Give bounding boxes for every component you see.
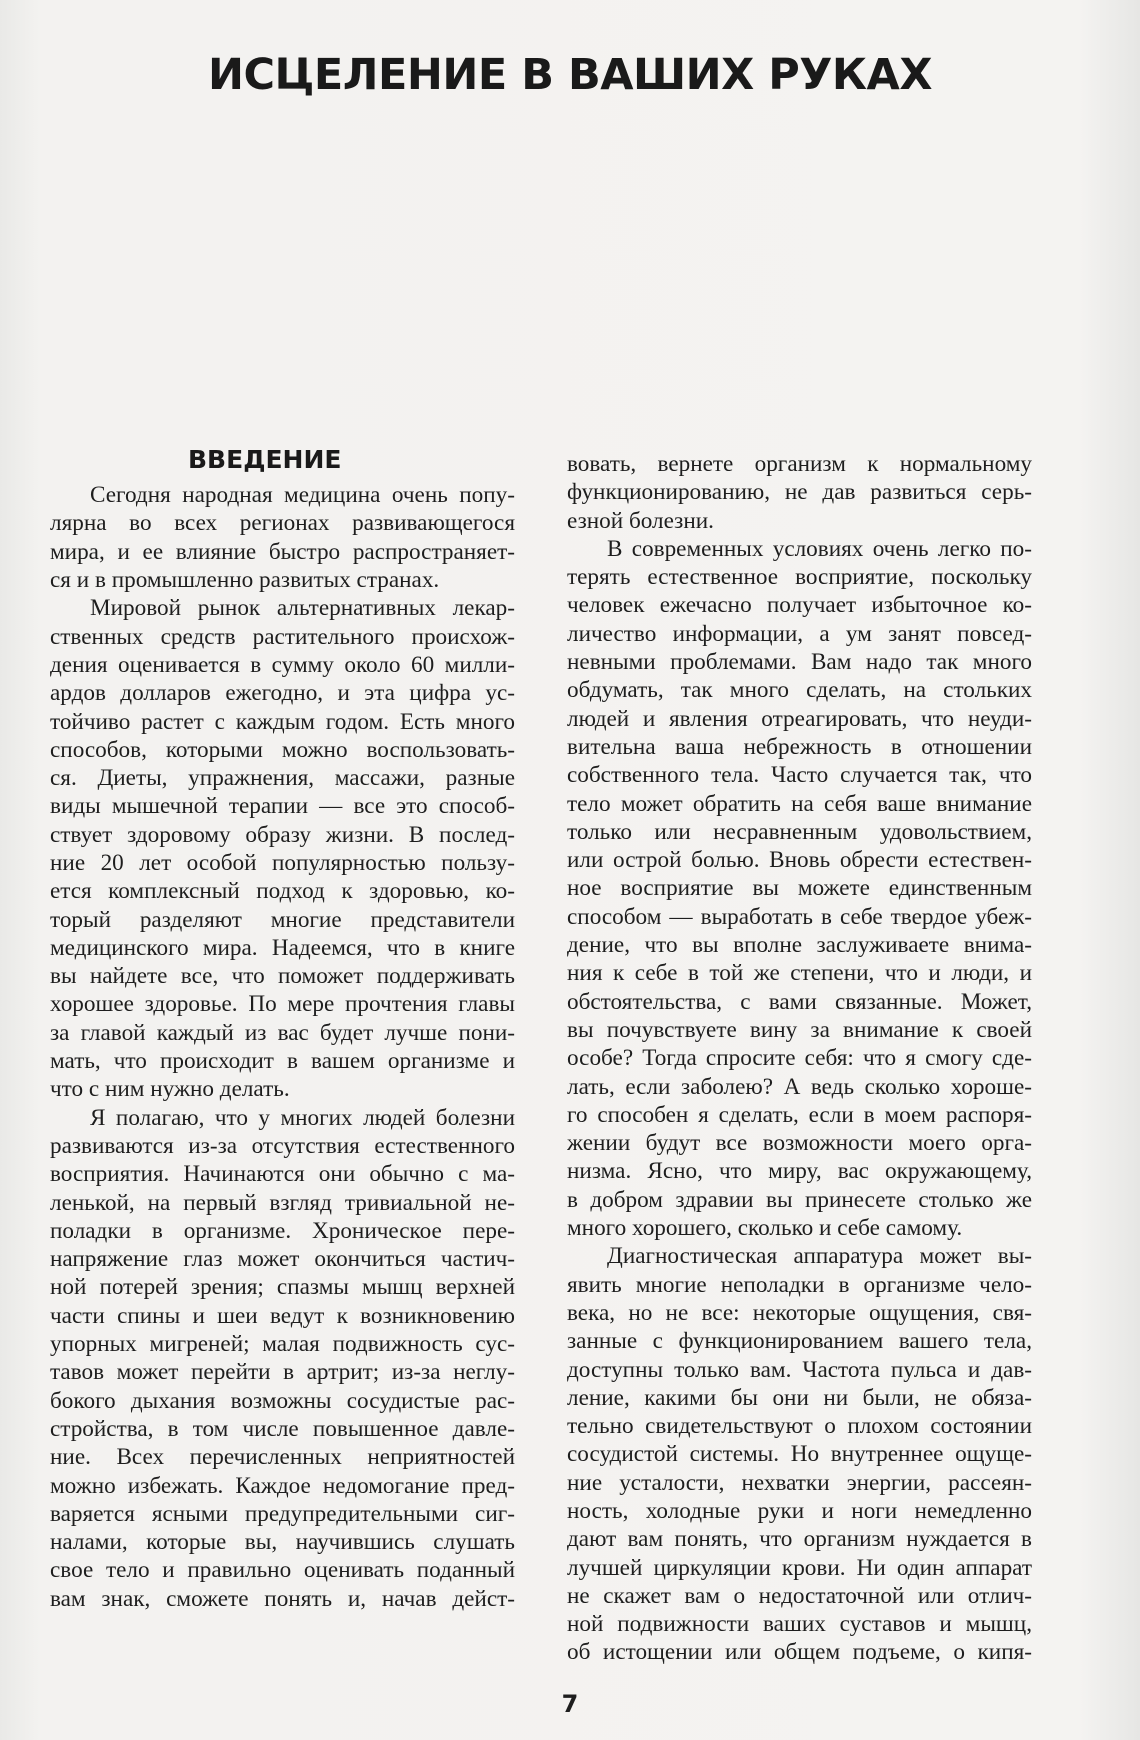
text-line: упорных мигреней; малая подвижность сус- bbox=[50, 1331, 515, 1358]
text-line: бокого дыхания возможны сосудистые рас- bbox=[50, 1387, 515, 1414]
text-line: не скажет вам о недостаточной или отлич- bbox=[567, 1582, 1032, 1609]
text-line: дение, что вы вполне заслуживаете внима- bbox=[567, 932, 1032, 959]
text-line: мать, что происходит в вашем организме и bbox=[50, 1048, 515, 1075]
text-line: людей и явления отреагировать, что неуди- bbox=[567, 705, 1032, 732]
text-line: лать, если заболею? А ведь сколько хороше- bbox=[567, 1073, 1032, 1100]
text-line: собственного тела. Часто случается так, что bbox=[567, 762, 1032, 789]
text-line: ной подвижности ваших суставов и мышц, bbox=[567, 1611, 1032, 1638]
text-line: В современных условиях очень легко по- bbox=[607, 535, 1032, 562]
text-line: ние. Всех перечисленных неприятностей bbox=[50, 1444, 515, 1471]
text-line: личество информации, а ум занят повсед- bbox=[567, 620, 1032, 647]
right-column bbox=[567, 450, 1032, 1667]
text-line: ное восприятие вы можете единственным bbox=[567, 875, 1032, 902]
text-line: способов, которыми можно воспользовать- bbox=[50, 736, 515, 763]
left-column bbox=[50, 450, 515, 1613]
text-line: Сегодня народная медицина очень попу- bbox=[90, 482, 515, 509]
page-title: ИСЦЕЛЕНИЕ В ВАШИХ РУКАХ bbox=[208, 50, 932, 100]
text-line: дают вам понять, что организм нуждается в bbox=[567, 1526, 1032, 1553]
text-line: обдумать, так много сделать, на стольких bbox=[567, 677, 1032, 704]
text-line: развиваются из-за отсутствия естественного bbox=[50, 1132, 515, 1159]
text-line: терять естественное восприятие, поскольку bbox=[567, 564, 1032, 591]
text-line: ственных средств растительного происхож- bbox=[50, 623, 515, 650]
text-line: особе? Тогда спросите себя: что я смогу сде- bbox=[567, 1045, 1032, 1072]
text-line: восприятия. Начинаются они обычно с ма- bbox=[50, 1161, 515, 1188]
text-line: что с ним нужно делать. bbox=[50, 1076, 290, 1103]
text-line: торый разделяют многие представители bbox=[50, 906, 515, 933]
text-line: занные с функционированием вашего тела, bbox=[567, 1328, 1032, 1355]
text-line: тело может обратить на себя ваше внимание bbox=[567, 790, 1032, 817]
text-line: или острой болью. Вновь обрести естествен- bbox=[567, 847, 1032, 874]
text-line: вы почувствуете вину за внимание к своей bbox=[567, 1016, 1032, 1043]
text-line: вы найдете все, что поможет поддерживать bbox=[50, 963, 515, 990]
text-line: лучшей циркуляции крови. Ни один аппарат bbox=[567, 1554, 1032, 1581]
text-line: свое тело и правильно оценивать поданный bbox=[50, 1557, 515, 1584]
text-line: ся. Диеты, упражнения, массажи, разные bbox=[50, 765, 515, 792]
text-line: поладки в организме. Хроническое пере- bbox=[50, 1217, 515, 1244]
text-line: ние усталости, нехватки энергии, рассеян- bbox=[567, 1469, 1032, 1496]
text-line: ствует здоровому образу жизни. В послед- bbox=[50, 821, 515, 848]
text-line: сосудистой системы. Но внутреннее ощуще- bbox=[567, 1441, 1032, 1468]
text-line: низма. Ясно, что миру, вас окружающему, bbox=[567, 1158, 1032, 1185]
text-line: хорошее здоровье. По мере прочтения главы bbox=[50, 991, 515, 1018]
text-line: явить многие неполадки в организме чело- bbox=[567, 1271, 1032, 1298]
text-line: ность, холодные руки и ноги немедленно bbox=[567, 1497, 1032, 1524]
text-line: Диагностическая аппаратура может вы- bbox=[607, 1243, 1032, 1270]
text-line: Я полагаю, что у многих людей болезни bbox=[90, 1104, 515, 1131]
text-line: налами, которые вы, научившись слушать bbox=[50, 1529, 515, 1556]
text-line: ленькой, на первый взгляд тривиальной не- bbox=[50, 1189, 515, 1216]
text-line: напряжение глаз может окончиться частич- bbox=[50, 1246, 515, 1273]
text-line: ется комплексный подход к здоровью, ко- bbox=[50, 878, 515, 905]
text-line: за главой каждый из вас будет лучше пони- bbox=[50, 1019, 515, 1046]
text-line: много хорошего, сколько и себе самому. bbox=[567, 1215, 963, 1242]
text-line: варяется ясными предупредительными сиг- bbox=[50, 1500, 515, 1527]
text-line: вительна ваша небрежность в отношении bbox=[567, 733, 1032, 760]
text-line: Мировой рынок альтернативных лекар- bbox=[90, 595, 515, 622]
text-line: виды мышечной терапии — все это способ- bbox=[50, 793, 515, 820]
text-line: го способен я сделать, если в моем распоря- bbox=[567, 1101, 1032, 1128]
text-line: тельно свидетельствуют о плохом состоянии bbox=[567, 1413, 1032, 1440]
text-line: невными проблемами. Вам надо так много bbox=[567, 649, 1032, 676]
text-line: только или несравненным удовольствием, bbox=[567, 818, 1032, 845]
text-line: ардов долларов ежегодно, и эта цифра ус- bbox=[50, 680, 515, 707]
text-line: ние 20 лет особой популярностью пользу- bbox=[50, 849, 515, 876]
text-line: медицинского мира. Надеемся, что в книге bbox=[50, 934, 515, 961]
text-line: ся и в промышленно развитых странах. bbox=[50, 567, 440, 594]
text-line: способом — выработать в себе твердое убеж- bbox=[567, 903, 1032, 930]
text-line: ния к себе в той же степени, что и люди, и bbox=[567, 960, 1032, 987]
text-line: вовать, вернете организм к нормальному bbox=[567, 451, 1032, 477]
text-line: части спины и шеи ведут к возникновению bbox=[50, 1302, 515, 1329]
text-line: тойчиво растет с каждым годом. Есть много bbox=[50, 708, 515, 735]
text-line: можно избежать. Каждое недомогание пред- bbox=[50, 1472, 515, 1499]
text-line: доступны только вам. Частота пульса и дав- bbox=[567, 1356, 1032, 1383]
text-line: вам знак, сможете понять и, начав дейст- bbox=[50, 1585, 515, 1612]
text-line: об истощении или общем подъеме, о кипя- bbox=[567, 1639, 1032, 1666]
text-line: езной болезни. bbox=[567, 507, 714, 534]
page-number: 7 bbox=[561, 1690, 579, 1718]
text-line: тавов может перейти в артрит; из-за неглу- bbox=[50, 1359, 515, 1386]
text-line: ной потерей зрения; спазмы мышц верхней bbox=[50, 1274, 515, 1301]
text-line: в добром здравии вы принесете столько же bbox=[567, 1186, 1032, 1213]
text-line: дения оценивается в сумму около 60 милли- bbox=[50, 651, 515, 678]
text-line: лярна во всех регионах развивающегося bbox=[50, 510, 515, 537]
text-line: обстоятельства, с вами связанные. Может, bbox=[567, 988, 1032, 1015]
text-line: жении будут все возможности моего орга- bbox=[567, 1130, 1032, 1157]
text-line: мира, и ее влияние быстро распространяет- bbox=[50, 538, 515, 565]
text-line: стройства, в том числе повышенное давле- bbox=[50, 1415, 515, 1442]
text-line: века, но не все: некоторые ощущения, свя- bbox=[567, 1299, 1032, 1326]
text-line: человек ежечасно получает избыточное ко- bbox=[567, 592, 1032, 619]
text-line: ление, какими бы они ни были, не обяза- bbox=[567, 1384, 1032, 1411]
section-title: ВВЕДЕНИЕ bbox=[188, 445, 342, 474]
text-line: функционированию, не дав развиться серь- bbox=[567, 479, 1032, 506]
